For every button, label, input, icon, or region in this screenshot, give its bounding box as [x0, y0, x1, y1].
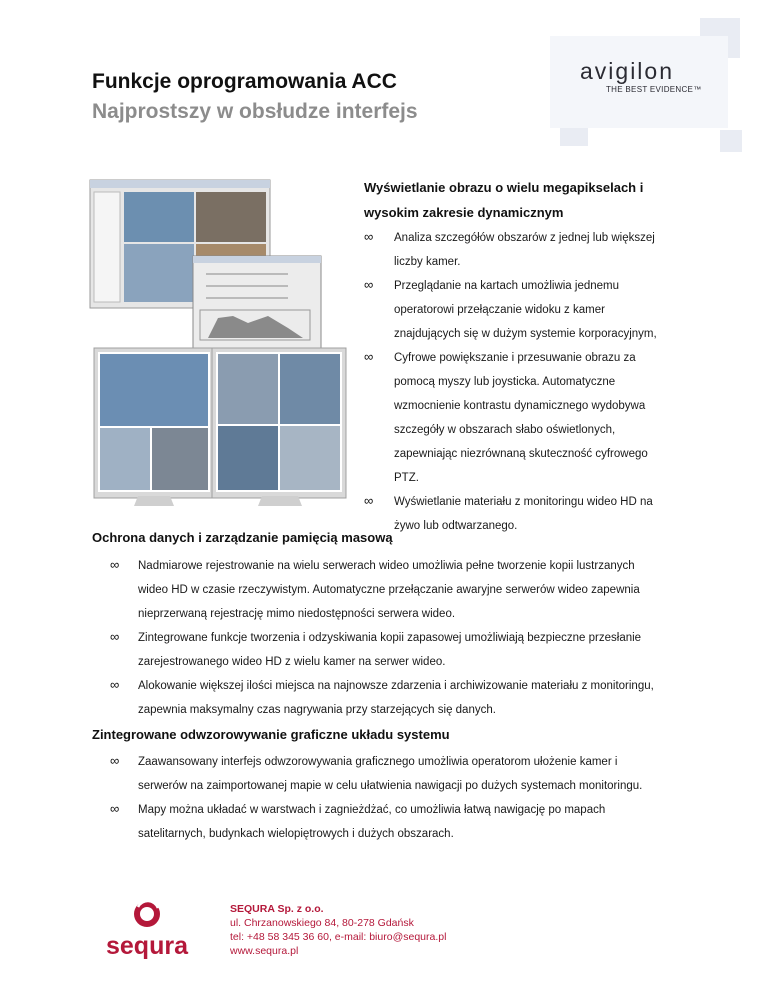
bullet-list	[110, 750, 710, 846]
list-item	[364, 490, 674, 538]
page-title: Funkcje oprogramowania ACC	[92, 70, 397, 93]
list-item-text: Alokowanie większej ilości miejsca na najnowsze zdarzenia i archiwizowanie materiału z monitoringu, zapewnia maksymalny czas nagrywania przy starzejących się danych.	[138, 680, 654, 716]
list-item	[364, 346, 674, 490]
footer-website-link[interactable]: www.sequra.pl	[230, 945, 299, 957]
section-heading: Wyświetlanie obrazu o wielu megapikselach i	[364, 180, 644, 195]
list-item-text: Cyfrowe powiększanie i przesuwanie obrazu za pomocą myszy lub joysticka. Automatyczne wzmocnienie kontrastu dynamicznego wydobywa szczegóły w obszarach słabo oświetlonych, zapewniając niezrównaną skuteczność cyfrowego PTZ.	[394, 352, 648, 484]
footer-address: ul. Chrzanowskiego 84, 80-278 Gdańsk	[230, 917, 414, 929]
section-heading: wysokim zakresie dynamicznym	[364, 205, 564, 220]
list-item	[110, 798, 710, 846]
list-item-text: Nadmiarowe rejestrowanie na wielu serwerach wideo umożliwia pełne tworzenie kopii lustrzanych wideo HD w czasie rzeczywistym. Automatyczne przełączanie awaryjne serwerów wideo zapewnia nieprzerwaną rejestrację mimo niedostępności serwera wideo.	[138, 560, 640, 620]
bullet-icon: ∞	[110, 801, 120, 816]
list-item	[110, 554, 710, 626]
list-item-text: Mapy można układać w warstwach i zagnieżdżać, co umożliwia łatwą nawigację po mapach satelitarnych, budynkach wielopiętrowych i dużych obszarach.	[138, 804, 606, 840]
list-item	[364, 226, 674, 274]
list-item-text: Analiza szczegółów obszarów z jednej lub większej liczby kamer.	[394, 232, 655, 268]
footer-phone-email[interactable]: tel: +48 58 345 36 60, e-mail: biuro@sequra.pl	[230, 931, 447, 943]
bullet-icon: ∞	[364, 349, 374, 364]
bullet-icon: ∞	[110, 629, 120, 644]
sequra-logo-text: sequra	[106, 932, 188, 960]
list-item-text: Przeglądanie na kartach umożliwia jednemu operatorowi przełączanie widoku z kamer znajdujących się w dużym systemie korporacyjnym,	[394, 280, 657, 340]
list-item-text: Wyświetlanie materiału z monitoringu wideo HD na żywo lub odtwarzanego.	[394, 496, 653, 532]
sequra-logo	[92, 898, 202, 960]
footer-company: SEQURA Sp. z o.o.	[230, 903, 324, 915]
footer-contact	[230, 902, 446, 958]
list-item	[110, 750, 710, 798]
list-item	[110, 674, 710, 722]
bullet-list	[364, 226, 674, 538]
bullet-icon: ∞	[364, 493, 374, 508]
list-item-text: Zintegrowane funkcje tworzenia i odzyskiwania kopii zapasowej umożliwiają bezpieczne przesłanie zarejestrowanego wideo HD z wielu kamer na serwer wideo.	[138, 632, 642, 668]
bullet-icon: ∞	[364, 229, 374, 244]
bullet-icon: ∞	[364, 277, 374, 292]
bullet-list	[110, 554, 710, 722]
section-heading: Zintegrowane odwzorowywanie graficzne układu systemu	[92, 727, 450, 742]
list-item	[364, 274, 674, 346]
avigilon-logo-text: avigilon	[580, 58, 674, 84]
list-item	[110, 626, 710, 674]
bullet-icon: ∞	[110, 557, 120, 572]
software-screenshot-illustration	[88, 178, 350, 510]
section-heading: Ochrona danych i zarządzanie pamięcią masową	[92, 530, 393, 545]
avigilon-logo-tagline: THE BEST EVIDENCE™	[606, 85, 702, 94]
bullet-icon: ∞	[110, 677, 120, 692]
decorative-square	[720, 130, 742, 152]
list-item-text: Zaawansowany interfejs odwzorowywania graficznego umożliwia operatorom ułożenie kamer i serwerów na zaimportowanej mapie w celu ułatwienia nawigacji po dużych systemach monitoringu.	[138, 756, 643, 792]
page-subtitle: Najprostszy w obsłudze interfejs	[92, 100, 418, 123]
bullet-icon: ∞	[110, 753, 120, 768]
